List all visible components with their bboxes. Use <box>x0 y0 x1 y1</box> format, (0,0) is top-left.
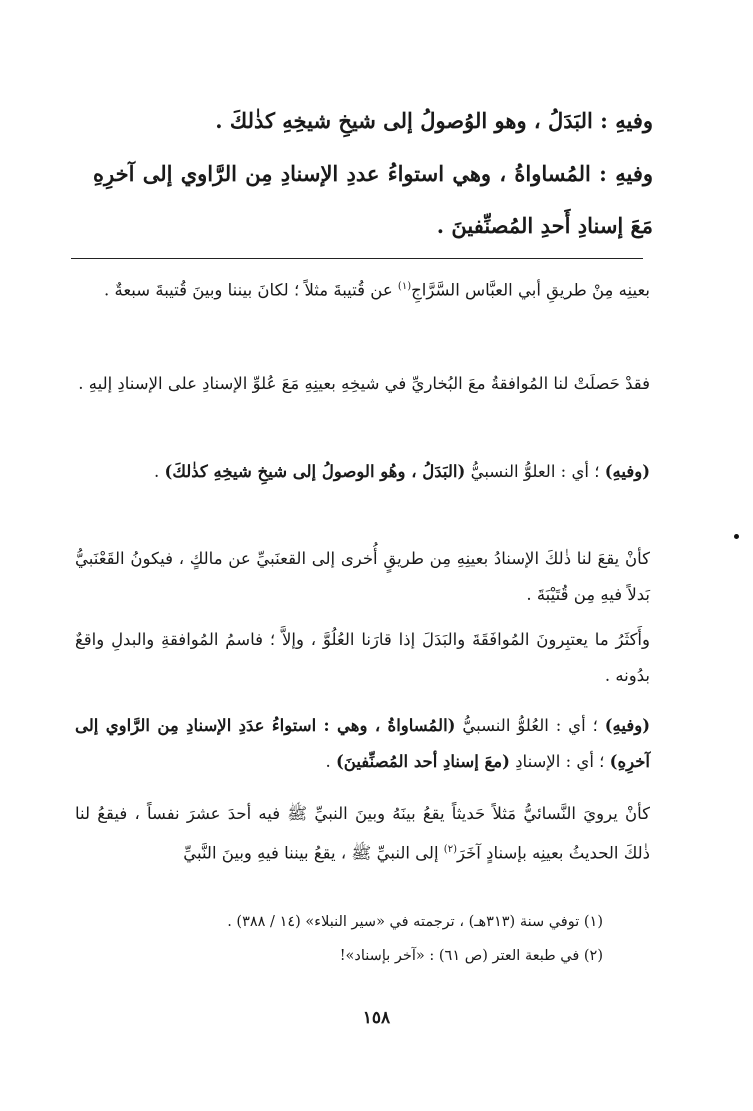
sharh-paragraph-5: وأَكثَرُ ما يعتبِرونَ المُوافَقَةَ والبَدَلَ إذا قارَنا العُلُوَّ ، وإلاَّ ؛ فاسمُ المُوافقةِ والبدلِ واقعٌ بدُونه . <box>75 630 650 685</box>
sharh-text: ؛ أي : الإسنادِ <box>509 752 610 771</box>
sharh-text: كأنْ يرويَ النَّسائيُّ مَثلاً حَديثاً يقعُ بينَهُ وبينَ النبيِّ ﷺ فيه أحدَ عشرَ نفساً ، فيقعُ لنا ذٰلكَ الحديثُ بعينِه بإسنادٍ آخَرَ <box>75 804 650 863</box>
matn-paragraph-musawat: وفيهِ : المُساواةُ ، وهي استواءُ عددِ الإسنادِ مِن الرَّاوي إلى آخرِهِ مَعَ إسنادِ أَحدِ المُصنِّفينَ . <box>93 161 653 238</box>
margin-dot <box>734 534 739 539</box>
sharh-paragraph-4: كأنْ يقعَ لنا ذٰلكَ الإسنادُ بعينِهِ مِن طريقٍ أُخرى إلى القعنَبيِّ عن مالكٍ ، فيكونُ القَعْنَبيُّ بَدلاً فيهِ مِن قُتَيْبَةَ . <box>75 549 650 604</box>
sharh-text: عن قُتيبةَ مثلاً ؛ لكانَ بيننا وبينَ قُتيبةَ سبعةٌ . <box>104 280 398 300</box>
matn-quote: (وفيهِ) <box>604 462 650 481</box>
sharh-text: بعينِه مِنْ طريقِ أبي العبَّاس السَّرَّاجِ <box>411 280 650 300</box>
sharh-text: . <box>154 462 165 481</box>
matn-quote: (البَدَلُ ، وهُو الوصولُ إلى شيخِ شيخِهِ كذٰلكَ) <box>164 462 466 481</box>
sharh-paragraph-7 <box>75 796 650 872</box>
sharh-text: . <box>325 752 336 771</box>
separator-rule <box>71 258 643 259</box>
matn-quote: (معَ إسنادِ أحد المُصنِّفينَ) <box>335 752 510 771</box>
matn-quote: (وفيهِ) <box>604 716 650 735</box>
sharh-text: ؛ أي : العُلوُّ النسبيُّ <box>455 716 605 735</box>
sharh-paragraph-1 <box>75 269 650 309</box>
footnote-ref-2: (٢) <box>443 844 457 855</box>
sharh-paragraph-2: فقدْ حَصلَتْ لنا المُوافقةُ معَ البُخاريِّ في شيخِهِ بعينِهِ مَعَ عُلوِّ الإسنادِ على الإسنادِ إليهِ . <box>78 374 650 393</box>
sharh-text: إلى النبيِّ ﷺ ، يقعُ بيننا فيهِ وبينَ النَّبيِّ <box>183 843 444 863</box>
footnotes <box>123 905 603 973</box>
footnote-ref-1: (١) <box>397 281 412 292</box>
sharh-paragraph-6 <box>75 708 650 780</box>
matn-line-badal: وفيهِ : البَدَلُ ، وهو الوُصولُ إلى شيخِ شيخِهِ كذٰلكَ . <box>215 108 653 133</box>
page-number: ١٥٨ <box>362 1008 391 1028</box>
footnote-2: (٢) في طبعة العتر (ص ٦١) : «آخر بإسناد»! <box>339 948 603 964</box>
sharh-text: ؛ أي : العلوُّ النسبيُّ <box>465 462 605 481</box>
footnote-1: (١) توفي سنة (٣١٣هـ) ، ترجمته في «سير النبلاء» (١٤ / ٣٨٨) . <box>227 914 603 930</box>
matn-quote: (المُساواةُ ، وهي : استواءُ عدَدِ الإسنادِ مِن الرَّاوي إلى آخرِهِ) <box>75 716 650 771</box>
sharh-paragraph-3 <box>75 454 650 490</box>
